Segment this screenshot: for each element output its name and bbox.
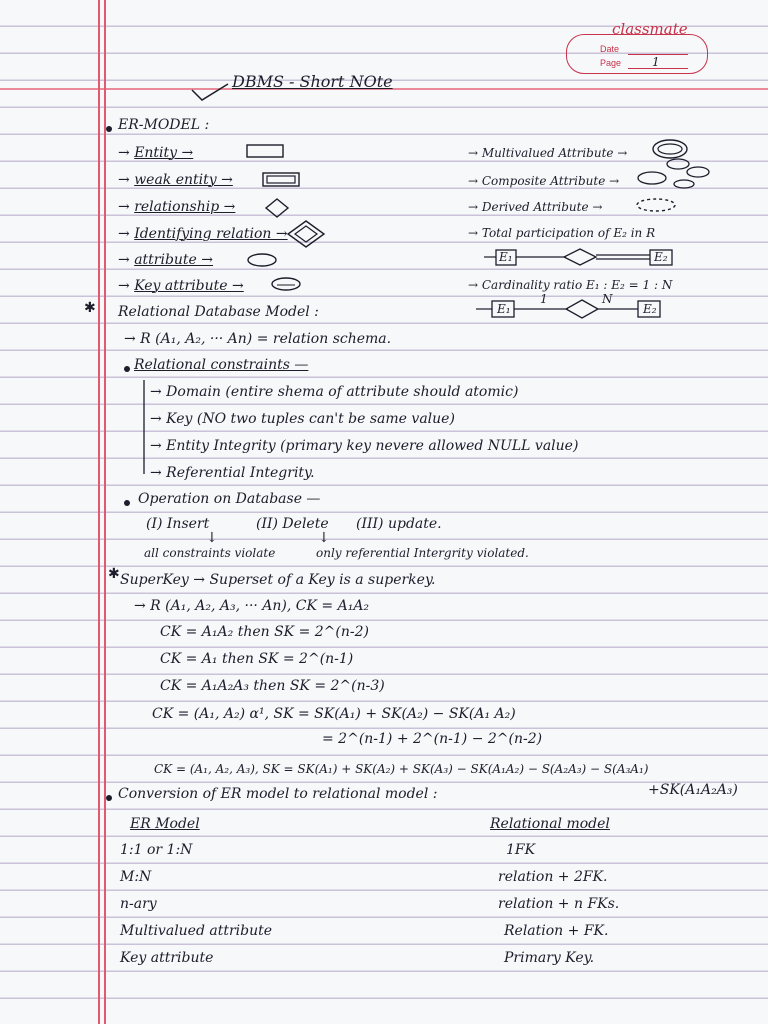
relationship-diamond-icon [264,198,290,218]
er-left-relationship: → relationship → [118,199,236,215]
bullet-icon [124,366,130,372]
bullet-icon [106,795,112,801]
conversion-rel-cell: relation + 2FK. [498,869,608,885]
page-number: 1 [652,55,660,69]
page-title: DBMS - Short NOte [232,72,393,91]
page-label: Page [600,58,622,68]
superkey-line5: CK = (A₁, A₂) α¹, SK = SK(A₁) + SK(A₂) − SK(A₁ A₂) [152,706,516,722]
superkey-line3: CK = A₁ then SK = 2^(n-1) [160,651,354,667]
er-left-attribute: → attribute → [118,252,214,268]
superkey-line2: CK = A₁A₂ then SK = 2^(n-2) [160,624,369,640]
total-participation-e2: E₂ [654,250,668,264]
constraint-entity-integrity: → Entity Integrity (primary key nevere allowed NULL value) [150,438,579,454]
er-right-multivalued: → Multivalued Attribute → [468,146,628,160]
checkmark-icon [190,82,230,102]
superkey-line7: CK = (A₁, A₂, A₃), SK = SK(A₁) + SK(A₂) + SK(A₃) − SK(A₁A₂) − S(A₂A₃) − S(A₃A₁) [154,762,649,776]
constraint-domain: → Domain (entire shema of attribute should atomic) [150,384,519,400]
superkey-heading: SuperKey → Superset of a Key is a superkey. [120,572,436,588]
conversion-rel-cell: 1FK [506,842,536,858]
violation-insert: all constraints violate [144,546,276,560]
er-left-weak-entity: → weak entity → [118,172,233,188]
operation-delete: (II) Delete [256,516,329,532]
relation-schema: → R (A₁, A₂, ··· An) = relation schema. [124,331,392,347]
cardinality-e1: E₁ [497,302,511,316]
conversion-er-cell: Key attribute [120,950,214,966]
violation-delete: only referential Intergrity violated. [316,546,529,560]
er-left-entity: → Entity → [118,145,194,161]
superkey-line1: → R (A₁, A₂, A₃, ··· An), CK = A₁A₂ [134,598,370,614]
relational-heading: Relational Database Model : [118,304,319,320]
cardinality-one: 1 [540,292,548,306]
attribute-ellipse-icon [246,252,280,268]
identifying-relation-icon [286,220,326,248]
er-right-cardinality: → Cardinality ratio E₁ : E₂ = 1 : N [468,278,673,292]
conversion-er-cell: 1:1 or 1:N [120,842,193,858]
er-right-composite: → Composite Attribute → [468,174,620,188]
conversion-rel-cell: relation + n FKs. [498,896,620,912]
conversion-rel-cell: Primary Key. [504,950,595,966]
conversion-er-cell: n-ary [120,896,157,912]
arrow-down-icon: ↓ [206,530,218,546]
bullet-icon [124,500,130,506]
star-icon: ✱ [84,300,96,316]
brand-logo: classmate [612,20,688,38]
conversion-col-er: ER Model [130,816,200,832]
star-icon: ✱ [108,566,120,582]
operations-heading: Operation on Database — [138,491,321,507]
total-participation-e1: E₁ [499,250,513,264]
entity-rectangle-icon [246,144,286,158]
key-attribute-icon [270,276,306,294]
conversion-er-cell: Multivalued attribute [120,923,273,939]
er-right-total-participation: → Total participation of E₂ in R [468,226,656,240]
arrow-down-icon: ↓ [318,530,330,546]
cardinality-e2: E₂ [643,302,657,316]
er-left-identifying: → Identifying relation → [118,226,288,242]
constraints-heading: Relational constraints — [134,357,309,373]
composite-attribute-icon [634,156,714,190]
margin-line [98,0,100,1024]
margin-line-inner [104,0,106,1024]
constraint-referential: → Referential Integrity. [150,465,315,481]
constraint-key: → Key (NO two tuples can't be same value) [150,411,455,427]
bullet-icon [106,126,112,132]
weak-entity-icon [262,172,302,188]
conversion-er-cell: M:N [120,869,152,885]
conversion-rel-cell: Relation + FK. [504,923,609,939]
conversion-col-relational: Relational model [490,816,610,832]
superkey-line8: +SK(A₁A₂A₃) [648,782,738,798]
superkey-line4: CK = A₁A₂A₃ then SK = 2^(n-3) [160,678,385,694]
operation-insert: (I) Insert [146,516,210,532]
er-left-key-attribute: → Key attribute → [118,278,244,294]
er-right-derived: → Derived Attribute → [468,200,603,214]
derived-attribute-icon [634,196,680,214]
cardinality-n: N [602,292,613,306]
superkey-line6: = 2^(n-1) + 2^(n-1) − 2^(n-2) [322,731,543,747]
operation-update: (III) update. [356,516,442,532]
er-heading: ER-MODEL : [118,117,210,133]
date-label: Date [600,44,620,54]
conversion-heading: Conversion of ER model to relational model : [118,786,438,802]
